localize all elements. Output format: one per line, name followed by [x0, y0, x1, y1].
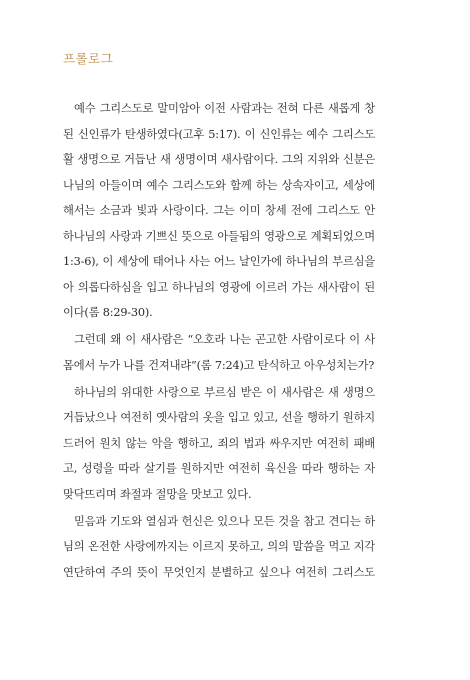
text-line: 드러어 원치 않는 악을 행하고, 죄의 법과 싸우지만 여전히 패배: [63, 436, 375, 450]
text-line: 하나님의 사랑과 기쁘신 뜻으로 아들됨의 영광으로 계획되었으며: [63, 229, 375, 243]
text-line: 믿음과 기도와 열심과 헌신은 있으나 모든 것을 참고 견디는 하: [74, 514, 375, 528]
text-line: 이다(롬 8:29-30).: [63, 306, 153, 319]
text-line: 된 신인류가 탄생하였다(고후 5:17). 이 신인류는 예수 그리스도: [63, 127, 375, 141]
text-line: 활 생명으로 거듭난 새 생명이며 새사람이다. 그의 지위와 신분은: [63, 153, 375, 166]
text-line: 아 의롭다하심을 입고 하나님의 영광에 이르러 가는 새사람이 된: [63, 280, 375, 294]
text-line: 님의 온전한 사랑에까지는 이르지 못하고, 의의 말씀을 먹고 지각: [63, 540, 375, 553]
text-line: 거듭났으나 여전히 옛사람의 옷을 입고 있고, 선을 행하기 원하지: [63, 411, 375, 424]
text-line: 고, 성령을 따라 살기를 원하지만 여전히 육신을 따라 행하는 자: [63, 462, 375, 475]
paragraph: [63, 96, 375, 326]
text-line: 예수 그리스도로 말미암아 이전 사람과는 전혀 다른 새롭게 창: [74, 102, 375, 115]
text-line: 1:3-6), 이 세상에 태어나 사는 어느 날인가에 하나님의 부르심을: [63, 255, 375, 268]
text-line: 맞닥뜨리며 좌절과 절망을 맛보고 있다.: [63, 487, 252, 501]
body-text: [63, 96, 375, 585]
paragraph: [63, 509, 375, 586]
text-line: 하나님의 위대한 사랑으로 부르심 받은 이 새사람은 새 생명으: [74, 385, 375, 399]
text-line: 나님의 아들이며 예수 그리스도와 함께 하는 상속자이고, 세상에: [63, 178, 375, 192]
text-line: 그런데 왜 이 새사람은 “오호라 나는 곤고한 사람이로다 이 사: [74, 333, 375, 346]
paragraph: [63, 327, 375, 378]
text-line: 해서는 소금과 빛과 사랑이다. 그는 이미 창세 전에 그리스도 안: [63, 204, 375, 217]
text-line: 연단하여 주의 뜻이 무엇인지 분별하고 싶으나 여전히 그리스도: [63, 565, 375, 579]
chapter-heading: 프롤로그: [63, 51, 114, 66]
text-line: 몸에서 누가 나를 건져내랴”(롬 7:24)고 탄식하고 아우성치는가?: [63, 358, 375, 372]
paragraph: [63, 380, 375, 508]
